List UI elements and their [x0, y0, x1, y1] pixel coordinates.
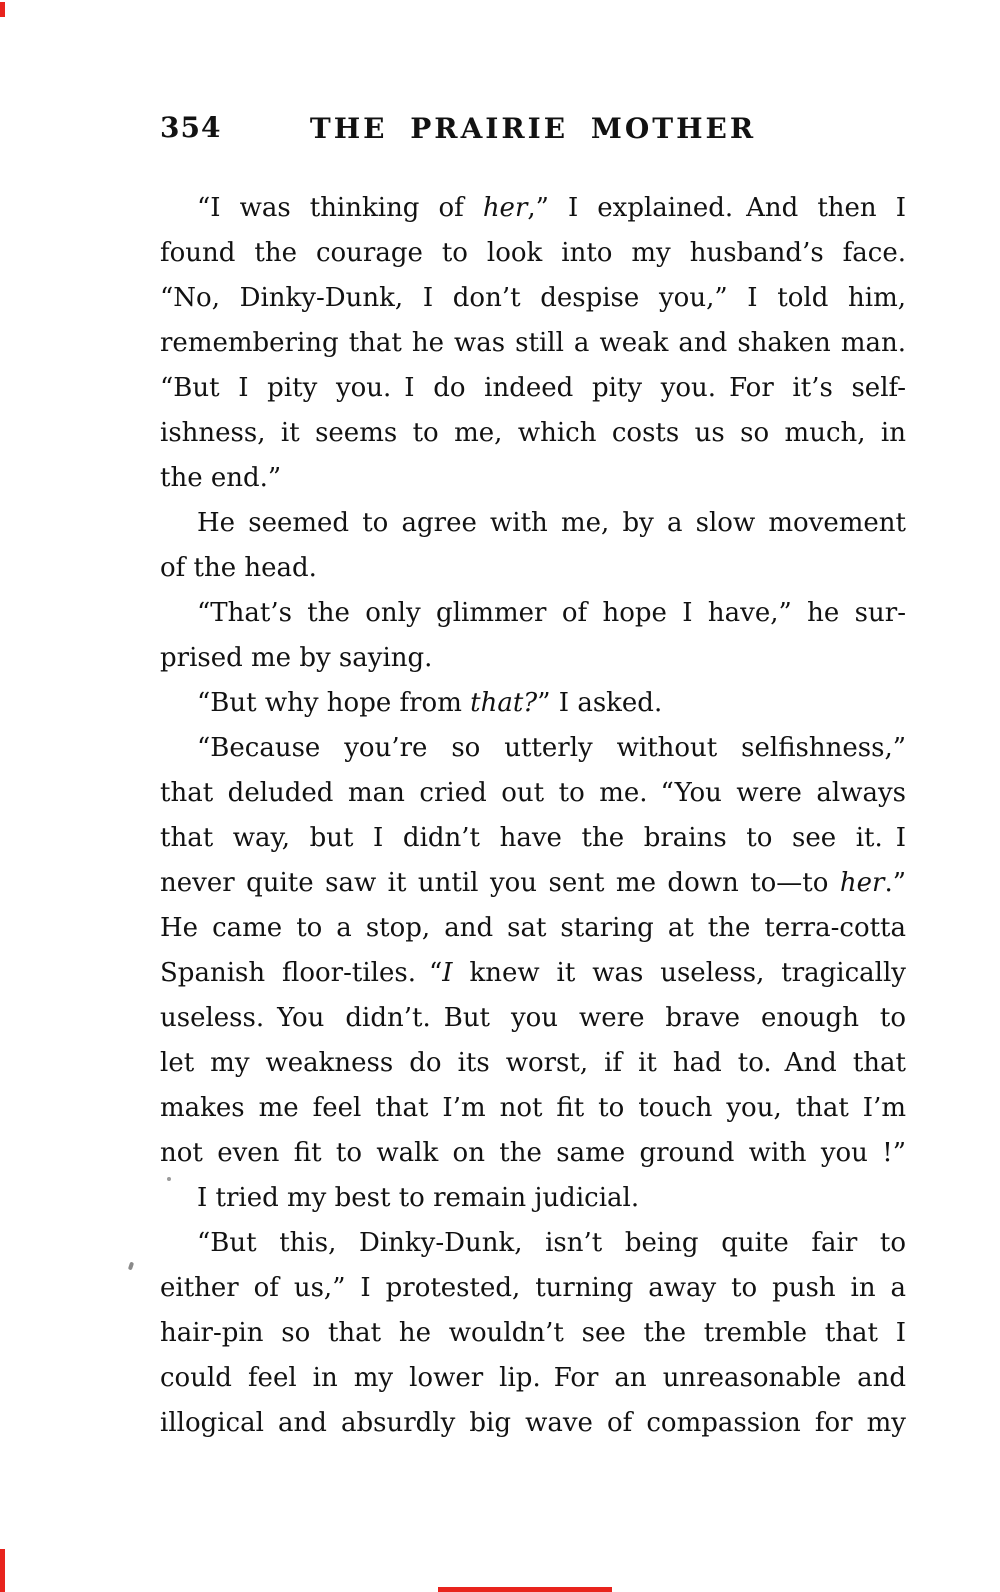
text-line — [160, 996, 906, 1041]
text-segment: “But I pity you. I do indeed pity you. For it’s self- — [160, 373, 906, 403]
text-segment: “But this, Dinky-Dunk, isn’t being quite fair to — [197, 1228, 906, 1258]
italic-text: that? — [470, 688, 538, 718]
text-line — [160, 231, 906, 276]
text-segment: ,” I explained. And then I — [527, 193, 906, 223]
text-segment: prised me by saying. — [160, 643, 433, 673]
page-title: THE PRAIRIE MOTHER — [309, 112, 757, 145]
text-segment: “No, Dinky-Dunk, I don’t despise you,” I told him, — [160, 283, 906, 313]
text-line — [160, 1221, 906, 1266]
text-line — [160, 1041, 906, 1086]
text-line — [160, 591, 906, 636]
text-line — [160, 456, 906, 501]
text-line — [160, 1131, 906, 1176]
text-line — [160, 1401, 906, 1446]
italic-text: her — [839, 868, 885, 898]
text-line — [160, 726, 906, 771]
text-line — [160, 1311, 906, 1356]
text-segment: never quite saw it until you sent me down to—to — [160, 868, 840, 898]
italic-text: her — [482, 193, 528, 223]
text-line — [160, 681, 906, 726]
text-segment: the end.” — [160, 463, 282, 493]
text-line — [160, 861, 906, 906]
text-segment: “Because you’re so utterly without selfishness,” — [197, 733, 906, 763]
text-segment: that deluded man cried out to me. “You were always — [160, 778, 906, 808]
text-line — [160, 816, 906, 861]
text-segment: that way, but I didn’t have the brains to see it. I — [160, 823, 906, 853]
text-line — [160, 186, 906, 231]
text-segment: not even fit to walk on the same ground with you !” — [160, 1138, 906, 1168]
scan-artifact-red-bottom-line — [438, 1587, 612, 1592]
text-segment: knew it was useless, tragically — [452, 958, 906, 988]
text-segment: of the head. — [160, 553, 317, 583]
scan-speck — [167, 1177, 171, 1181]
scan-artifact-red-bottom-left — [0, 1549, 5, 1592]
text-line — [160, 501, 906, 546]
page-body — [160, 186, 906, 1446]
text-line — [160, 366, 906, 411]
text-segment: useless. You didn’t. But you were brave enough to — [160, 1003, 906, 1033]
scan-speck — [128, 1262, 134, 1271]
text-segment: He seemed to agree with me, by a slow movement — [197, 508, 906, 538]
text-line — [160, 906, 906, 951]
text-line — [160, 546, 906, 591]
text-segment: Spanish floor-tiles. “ — [160, 958, 443, 988]
text-segment: “That’s the only glimmer of hope I have,” he sur- — [197, 598, 906, 628]
text-segment: either of us,” I protested, turning away to push in a — [160, 1273, 906, 1303]
text-line — [160, 1086, 906, 1131]
text-line — [160, 951, 906, 996]
text-line — [160, 321, 906, 366]
text-segment: “But why hope from — [197, 688, 471, 718]
text-segment: “I was thinking of — [197, 193, 483, 223]
text-line — [160, 1176, 906, 1221]
page-header — [160, 111, 906, 147]
text-segment: He came to a stop, and sat staring at the terra-cotta — [160, 913, 906, 943]
text-line — [160, 1356, 906, 1401]
text-segment: .” — [884, 868, 906, 898]
text-segment: found the courage to look into my husband’s face. — [160, 238, 906, 268]
text-line — [160, 276, 906, 321]
page-number: 354 — [160, 111, 222, 144]
text-line — [160, 636, 906, 681]
text-segment: hair-pin so that he wouldn’t see the tremble that I — [160, 1318, 906, 1348]
scan-artifact-red-top-left — [0, 2, 5, 17]
text-segment: I tried my best to remain judicial. — [197, 1183, 640, 1213]
text-line — [160, 411, 906, 456]
text-segment: let my weakness do its worst, if it had to. And that — [160, 1048, 906, 1078]
text-segment: ” I asked. — [537, 688, 663, 718]
text-segment: ishness, it seems to me, which costs us so much, in — [160, 418, 906, 448]
text-segment: could feel in my lower lip. For an unreasonable and — [160, 1363, 906, 1393]
text-segment: illogical and absurdly big wave of compassion for my — [160, 1408, 906, 1438]
text-segment: makes me feel that I’m not fit to touch you, that I’m — [160, 1093, 906, 1123]
text-line — [160, 1266, 906, 1311]
text-line — [160, 771, 906, 816]
italic-text: I — [442, 958, 453, 988]
text-segment: remembering that he was still a weak and shaken man. — [160, 328, 906, 358]
